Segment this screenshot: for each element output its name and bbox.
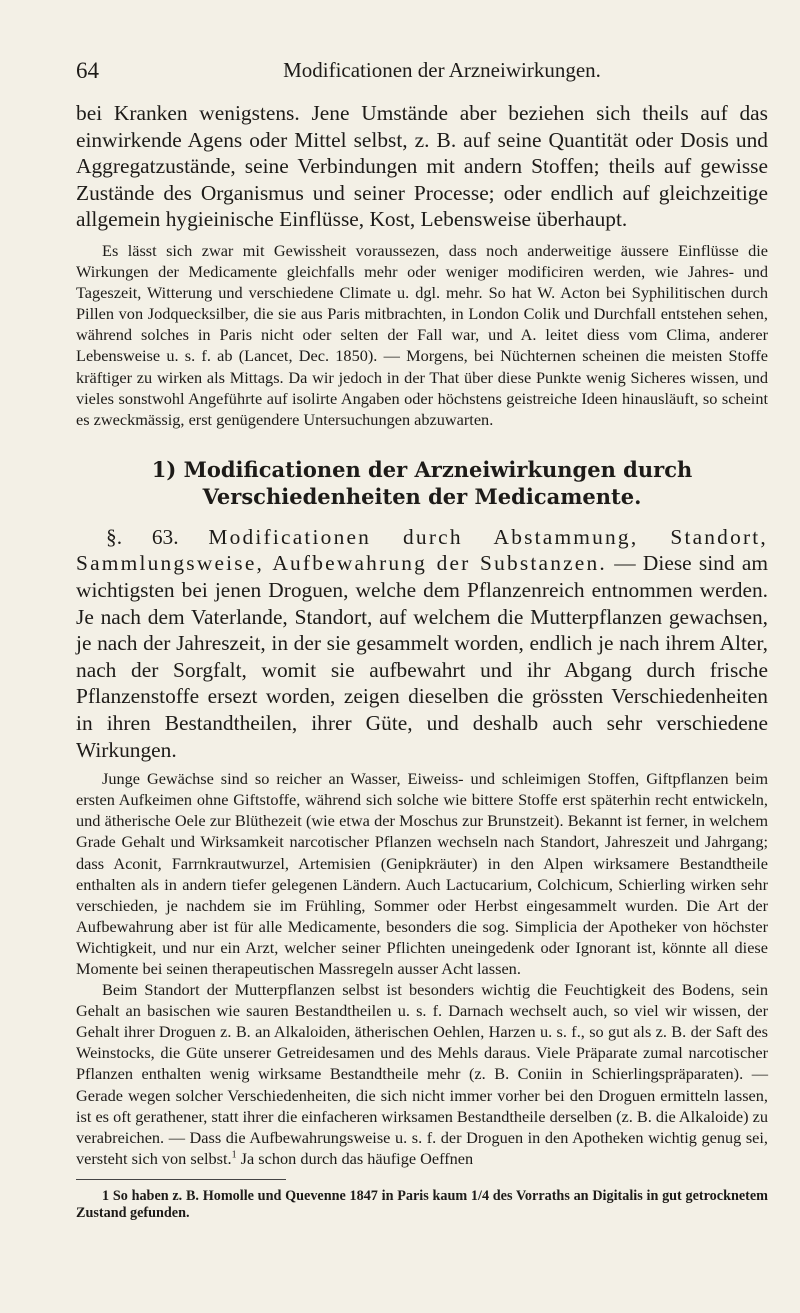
small-paragraph-climate: Es lässt sich zwar mit Gewissheit voraussezen, dass noch anderweitige äussere Einflüsse die Wirkungen der Medicamente gleichfalls mehr oder weniger modificiren werden, wie Jahres- und Tageszeit, Witterung und verschiedene Climate u. dgl. mehr. So hat W. Acton bei Syphilitischen durch Pillen von Jodquecksilber, die sie aus Paris mitbrachten, in London Colik und Durchfall entstehen sehen, während solches in Paris nicht oder selten der Fall war, und A. leitet diess vom Clima, anderer Lebensweise u. s. f. ab (Lancet, Dec. 1850). — Morgens, bei Nüchternen scheinen die meisten Stoffe kräftiger zu wirken als Mittags. Da wir jedoch in der That über diese Punkte wenig Sicheres wissen, und vieles sonstwohl Angeführte auf isolirte Angaben oder höchstens geistreiche Ideen hinausläuft, so scheint es zweckmässig, erst genügendere Untersuchungen abzuwarten.	[76, 240, 768, 429]
section-heading: 1) Modificationen der Arzneiwirkungen durch Verschiedenheiten der Medicamente.	[151, 456, 693, 509]
footnote-text: So haben z. B. Homolle und Quevenne 1847 in Paris kaum 1/4 des Vorraths an Digitalis in gut getrocknetem Zustand gefunden.	[76, 1187, 768, 1221]
footnote-marker: 1	[102, 1187, 110, 1204]
footnote-ref: 1	[231, 1149, 237, 1161]
intro-paragraph: bei Kranken wenigstens. Jene Umstände aber beziehen sich theils auf das einwirkende Agens oder Mittel selbst, z. B. auf seine Quantität oder Dosis und Aggregatzustände, seine Verbindungen mit andern Stoffen; theils auf gewisse Zustände des Organismus und seiner Processe; oder endlich auf gleichzeitige allgemein hygieinische Einflüsse, Kost, Lebensweise überhaupt.	[76, 101, 768, 232]
standort-tail: Ja schon durch das häufige Oeffnen	[240, 1148, 474, 1168]
standort-text: Beim Standort der Mutterpflanzen selbst ist besonders wichtig die Feuchtigkeit des Bodens, sein Gehalt an basischen wie sauren Bestandtheilen u. s. f. Darnach wechselt auch, so viel wir wissen, der Gehalt ihrer Droguen z. B. an Alkaloiden, ätherischen Oehlen, Harzen u. s. f., so gut als z. B. der Saft des Weinstocks, die Güte unserer Getreidesamen und des Mehls daraus. Viele Präparate zumal narcotischer Pflanzen enthalten wenig wirksame Bestandtheile mehr (z. B. Coniin in Schierlingspräparaten). — Gerade wegen solcher Verschiedenheiten, die sich nicht immer vorher bei den Droguen ermitteln lassen, ist es oft gerathener, statt ihrer die einfacheren wirksamen Bestandtheile derselben (z. B. die Alkaloide) zu verabreichen. — Dass die Aufbewahrungsweise u. s. f. der Droguen in den Apotheken wichtig genug sei, versteht sich von selbst.	[76, 980, 768, 1168]
subsection-label: §. 63.	[106, 524, 179, 549]
running-title: Modificationen der Arzneiwirkungen.	[283, 58, 601, 82]
running-head	[76, 58, 768, 86]
page-number: 64	[76, 58, 99, 83]
footnote-divider	[76, 1179, 286, 1180]
subsection-title: Modificationen durch Abstammung, Standort, Sammlungsweise, Aufbewahrung der Substanzen.	[76, 524, 768, 576]
subsection-63	[76, 524, 768, 763]
small-paragraph-plants: Junge Gewächse sind so reicher an Wasser, Eiweiss- und schleimigen Stoffen, Giftpflanzen beim ersten Aufkeimen ohne Giftstoffe, während sich solche wie bittere Stoffe erst späterhin recht entwickeln, und ätherische Oele zur Blüthezeit (wie etwa der Moschus zur Brunstzeit). Bekannt ist ferner, in welchem Grade Gehalt und Wirksamkeit narcotischer Pflanzen wechseln nach Standort, Jahreszeit und Jahrgang; dass Aconit, Farrnkrautwurzel, Artemisien (Genipkräuter) in den Alpen wirksamere Bestandtheile enthalten als in andern tiefer gelegenen Ländern. Auch Lactucarium, Colchicum, Schierling wirken sehr verschieden, je nachdem sie im Frühling, Sommer oder Herbst eingesammelt wurden. Die Art der Aufbewahrung aber ist für alle Medicamente, besonders die sog. Simplicia der Apotheker von höchster Wichtigkeit, und nur ein Arzt, welcher seiner Pflichten uneingedenk oder Ignorant ist, könnte all diese Momente bei seinen therapeutischen Massregeln ausser Acht lassen.	[76, 769, 768, 978]
small-paragraph-standort	[76, 979, 768, 1169]
subsection-text: — Diese sind am wichtigsten bei jenen Droguen, welche dem Pflanzenreich entnommen werden. Je nach dem Vaterlande, Standort, auf welchem die Mutterpflanzen gewachsen, je nach der Jahreszeit, in der sie gesammelt worden, endlich je nach ihrem Alter, nach der Sorgfalt, womit sie aufbewahrt und ihr Abgang durch frische Pflanzenstoffe ersezt worden, zeigen dieselben die grössten Verschiedenheiten in ihren Bestandtheilen, ihrer Güte, und deshalb auch sehr verschiedene Wirkungen.	[76, 551, 768, 762]
footnote	[76, 1188, 768, 1222]
body-text	[76, 100, 768, 1222]
